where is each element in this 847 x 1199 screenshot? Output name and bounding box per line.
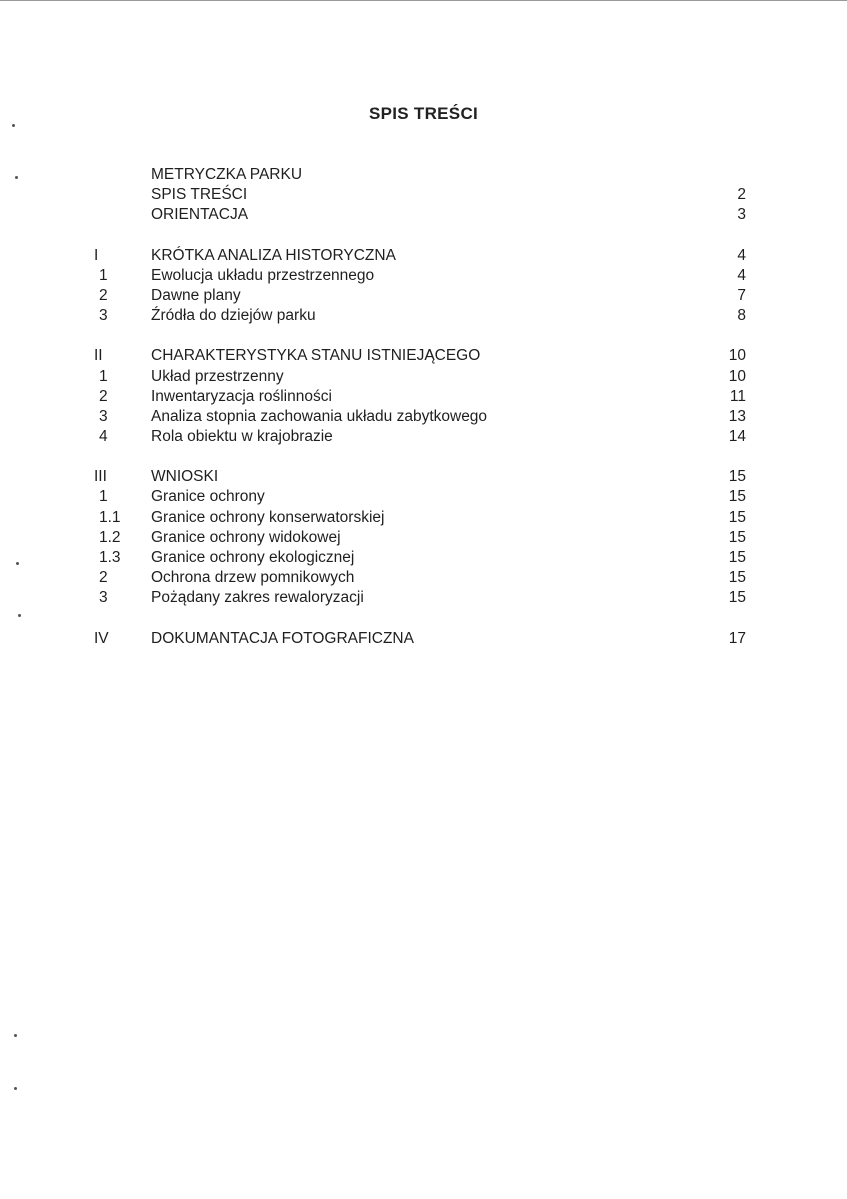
toc-entry [0, 528, 847, 548]
toc-entry-page: 4 [737, 266, 746, 284]
toc-entry-number: 2 [99, 286, 108, 304]
table-of-contents [0, 165, 847, 649]
toc-entry-page: 17 [728, 629, 746, 647]
toc-entry-label: WNIOSKI [151, 468, 219, 486]
toc-entry-page: 4 [737, 246, 746, 264]
toc-entry [0, 487, 847, 507]
toc-entry-page: 14 [728, 428, 746, 446]
scan-speck [12, 124, 15, 127]
toc-entry-page: 15 [728, 569, 746, 587]
toc-entry-label: Granice ochrony widokowej [151, 528, 341, 546]
page-title: SPIS TREŚCI [368, 104, 479, 123]
toc-entry-label: Granice ochrony ekologicznej [151, 549, 355, 566]
toc-entry-number: 2 [99, 387, 108, 405]
toc-entry-label: METRYCZKA PARKU [151, 166, 303, 183]
toc-entry-page: 15 [728, 549, 746, 566]
toc-entry-page: 7 [737, 286, 746, 304]
toc-entry-label: Granice ochrony konserwatorskiej [151, 508, 385, 526]
toc-entry [0, 246, 847, 266]
toc-entry [0, 367, 847, 387]
toc-entry-number: 1 [99, 488, 108, 506]
toc-entry-number: 3 [99, 407, 108, 425]
toc-entry [0, 266, 847, 286]
toc-entry-label: Źródła do dziejów parku [151, 307, 316, 325]
toc-entry-label: Dawne plany [151, 286, 241, 304]
scan-top-edge [0, 0, 847, 1]
scan-speck [16, 562, 19, 565]
toc-entry [0, 467, 847, 487]
toc-entry [0, 629, 847, 649]
scan-speck [14, 1034, 17, 1037]
toc-entry-page: 11 [729, 387, 746, 405]
toc-entry-number: 1.1 [99, 508, 121, 526]
toc-entry-number: IV [94, 629, 109, 647]
toc-entry-number: 1.3 [99, 549, 121, 566]
toc-entry [0, 407, 847, 427]
toc-entry-label: ORIENTACJA [151, 206, 249, 224]
toc-entry-page: 15 [728, 468, 746, 486]
toc-entry-page: 15 [728, 589, 746, 607]
toc-entry-label: KRÓTKA ANALIZA HISTORYCZNA [151, 246, 396, 264]
toc-entry-page: 15 [728, 488, 746, 506]
toc-entry-label: Ewolucja układu przestrzennego [151, 266, 375, 284]
toc-entry [0, 387, 847, 407]
toc-entry-page: 2 [737, 186, 746, 204]
toc-entry-label: DOKUMANTACJA FOTOGRAFICZNA [151, 629, 414, 647]
toc-entry-label: Analiza stopnia zachowania układu zabytkowego [151, 407, 488, 425]
toc-entry-label: Inwentaryzacja roślinności [151, 387, 332, 405]
toc-entry-number: 2 [99, 569, 108, 587]
scan-speck [15, 176, 18, 179]
toc-entry [0, 306, 847, 326]
toc-entry [0, 588, 847, 608]
toc-entry [0, 185, 847, 205]
toc-entry-number: 1 [99, 367, 108, 385]
toc-entry-page: 10 [728, 367, 746, 385]
toc-entry [0, 568, 847, 588]
toc-entry-label: Rola obiektu w krajobrazie [151, 428, 333, 446]
toc-entry-number: 1 [99, 266, 108, 284]
toc-entry [0, 205, 847, 225]
scan-speck [14, 1087, 17, 1090]
toc-entry-number: I [94, 246, 99, 264]
toc-entry-number: 3 [99, 307, 108, 325]
toc-entry-page: 3 [737, 206, 746, 224]
toc-entry-page: 15 [728, 528, 746, 546]
toc-entry [0, 346, 847, 366]
toc-entry [0, 165, 847, 185]
toc-entry-label: SPIS TREŚCI [151, 186, 248, 204]
scan-speck [18, 614, 21, 617]
toc-entry-label: CHARAKTERYSTYKA STANU ISTNIEJĄCEGO [151, 347, 481, 365]
toc-entry-label: Układ przestrzenny [151, 367, 284, 385]
toc-entry-label: Ochrona drzew pomnikowych [151, 569, 355, 587]
toc-entry-number: 1.2 [99, 528, 121, 546]
toc-entry-number: 3 [99, 589, 108, 607]
toc-entry-label: Pożądany zakres rewaloryzacji [151, 589, 364, 607]
toc-entry [0, 427, 847, 447]
toc-entry-page: 13 [728, 407, 746, 425]
toc-entry [0, 548, 847, 568]
toc-entry-number: 4 [99, 428, 108, 446]
toc-entry-page: 10 [728, 347, 746, 365]
toc-entry [0, 286, 847, 306]
toc-entry-number: III [94, 468, 107, 486]
toc-entry-number: II [94, 347, 103, 365]
toc-entry-label: Granice ochrony [151, 488, 265, 506]
toc-entry-page: 15 [728, 508, 746, 526]
toc-entry-page: 8 [737, 307, 746, 325]
toc-entry [0, 508, 847, 528]
